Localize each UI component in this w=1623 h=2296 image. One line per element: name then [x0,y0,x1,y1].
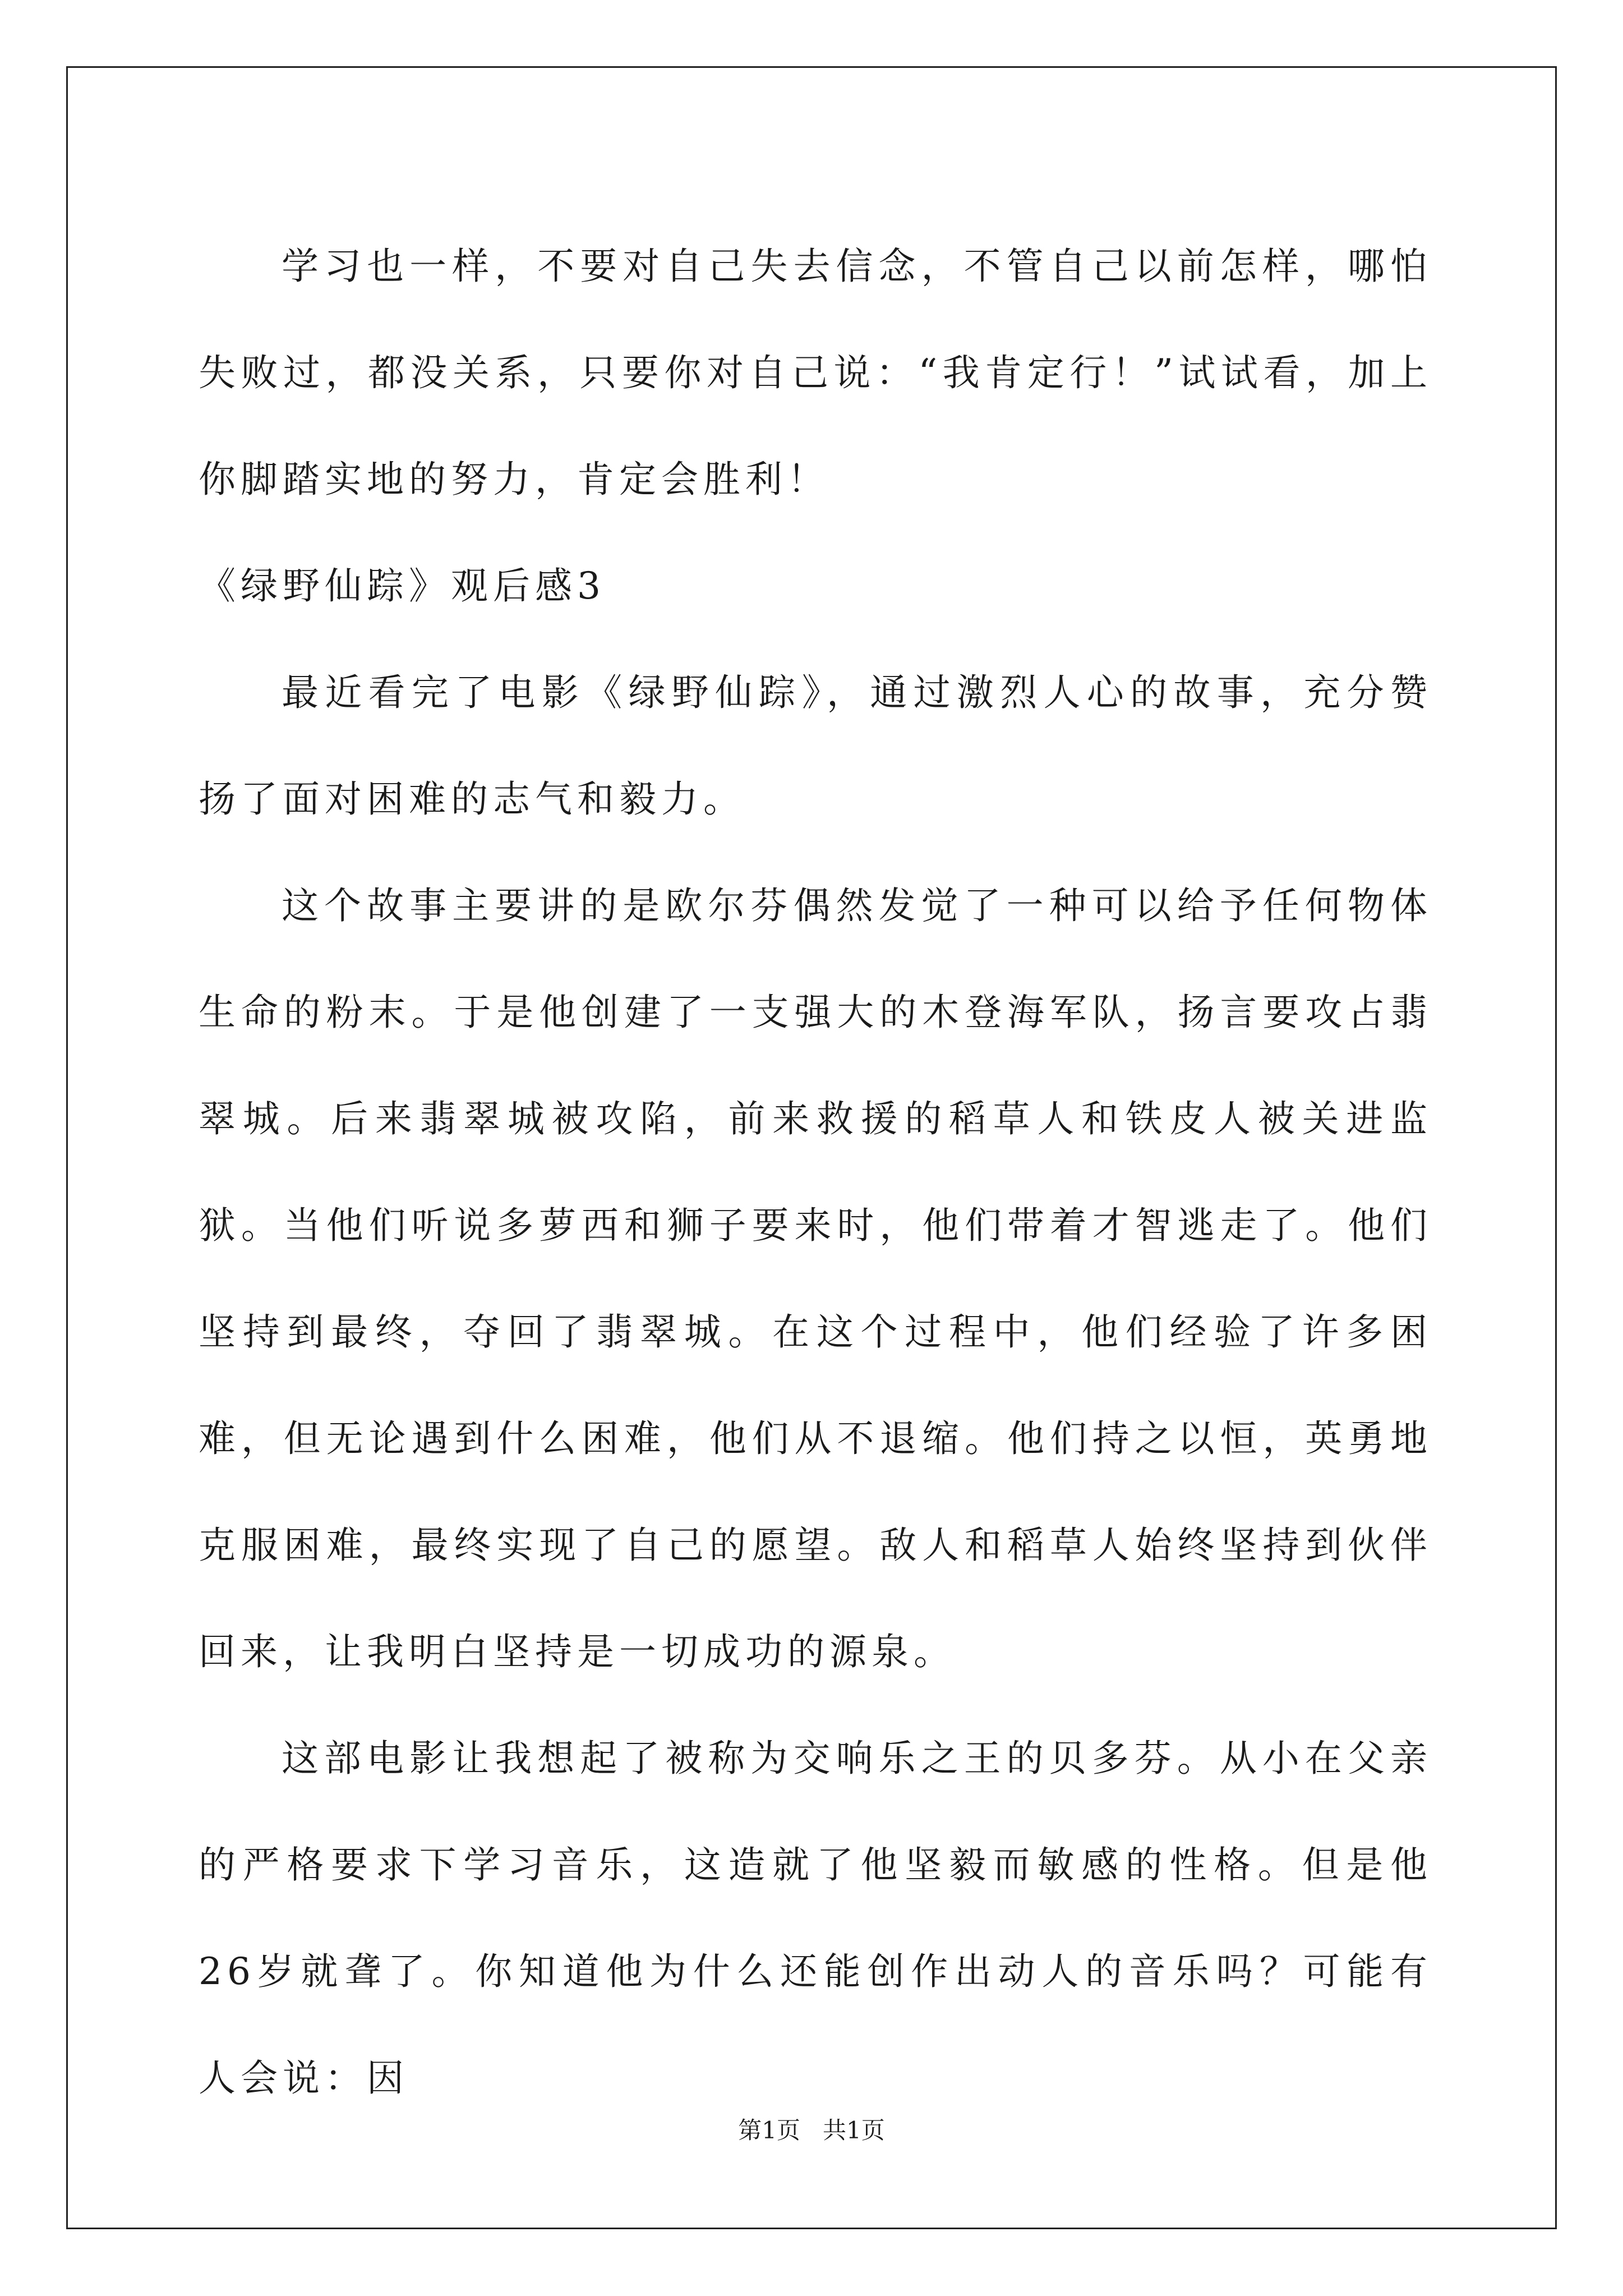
document-body [199,213,1432,2132]
paragraph-intro: 最近看完了电影《绿野仙踪》，通过激烈人心的故事，充分赞扬了面对困难的志气和毅力。 [199,671,1432,821]
paragraph-story: 这个故事主要讲的是欧尔芬偶然发觉了一种可以给予任何物体生命的粉末。于是他创建了一支强大的木登海军队，扬言要攻占翡翠城。后来翡翠城被攻陷，前来救援的稻草人和铁皮人被关进监狱。当他们听说多萝西和狮子要来时，他们带着才智逃走了。他们坚持到最终，夺回了翡翠城。在这个过程中，他们经验了许多困难，但无论遇到什么困难，他们从不退缩。他们持之以恒，英勇地克服困难，最终实现了自己的愿望。敌人和稻草人始终坚持到伙伴回来，让我明白坚持是一切成功的源泉。 [199,884,1432,1673]
page-number: 第1页 [738,2116,800,2144]
page-total: 共1页 [823,2116,885,2144]
paragraph-study: 学习也一样，不要对自己失去信念，不管自己以前怎样，哪怕失败过，都没关系，只要你对自己说：“我肯定行！”试试看，加上你脚踏实地的努力，肯定会胜利！ [199,245,1432,501]
section-heading: 《绿野仙踪》观后感3 [199,564,606,608]
paragraph-beethoven: 这部电影让我想起了被称为交响乐之王的贝多芬。从小在父亲的严格要求下学习音乐，这造就了他坚毅而敏感的性格。但是他26岁就聋了。你知道他为什么还能创作出动人的音乐吗？可能有人会说：因 [199,1737,1432,2100]
page-footer [0,2114,1623,2147]
